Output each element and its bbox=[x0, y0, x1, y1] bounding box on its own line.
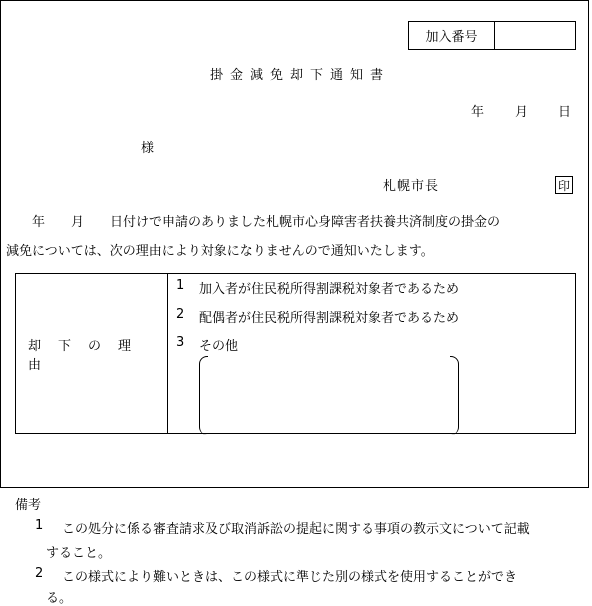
remark-2-line1: この様式により難いときは、この様式に準じた別の様式を使用することができ bbox=[62, 570, 518, 585]
document-title: 掛金減免却下通知書 bbox=[209, 68, 390, 83]
member-number-box bbox=[408, 21, 576, 50]
addressee-suffix: 様 bbox=[141, 141, 155, 156]
seal-mark: 印 bbox=[555, 176, 573, 194]
reason-table bbox=[15, 273, 576, 434]
body-text-line2: 減免については、次の理由により対象になりませんので通知いたします。 bbox=[6, 244, 434, 259]
remark-2-number: 2 bbox=[35, 566, 44, 581]
date-day-label: 日 bbox=[558, 105, 572, 120]
reason-item-3-number: 3 bbox=[176, 335, 185, 350]
remark-1-number: 1 bbox=[35, 518, 44, 533]
body-text-line1: 年 月 日付けで申請のありました札幌市心身障害者扶養共済制度の掛金の bbox=[6, 215, 501, 230]
reason-item-1-text: 加入者が住民税所得割課税対象者であるため bbox=[199, 282, 460, 297]
date-month-label: 月 bbox=[515, 105, 529, 120]
other-reason-bracket-left bbox=[199, 356, 208, 435]
remarks-heading: 備考 bbox=[15, 498, 42, 513]
reason-item-1-number: 1 bbox=[176, 278, 185, 293]
remark-1-line1: この処分に係る審査請求及び取消訴訟の提起に関する事項の教示文について記載 bbox=[62, 522, 530, 537]
reason-item-2-number: 2 bbox=[176, 307, 185, 322]
member-number-label: 加入番号 bbox=[409, 22, 495, 49]
remark-1-line2: すること。 bbox=[46, 546, 112, 561]
other-reason-bracket-right bbox=[450, 356, 459, 435]
reason-item-2-text: 配偶者が住民税所得割課税対象者であるため bbox=[199, 311, 460, 326]
reason-heading: 却下の理由 bbox=[16, 274, 168, 433]
member-number-field[interactable] bbox=[495, 22, 575, 49]
remark-2-line2: る。 bbox=[46, 591, 73, 606]
date-year-label: 年 bbox=[471, 105, 485, 120]
reason-item-3-text: その他 bbox=[199, 339, 239, 354]
issuer-name: 札幌市長 bbox=[383, 179, 440, 194]
